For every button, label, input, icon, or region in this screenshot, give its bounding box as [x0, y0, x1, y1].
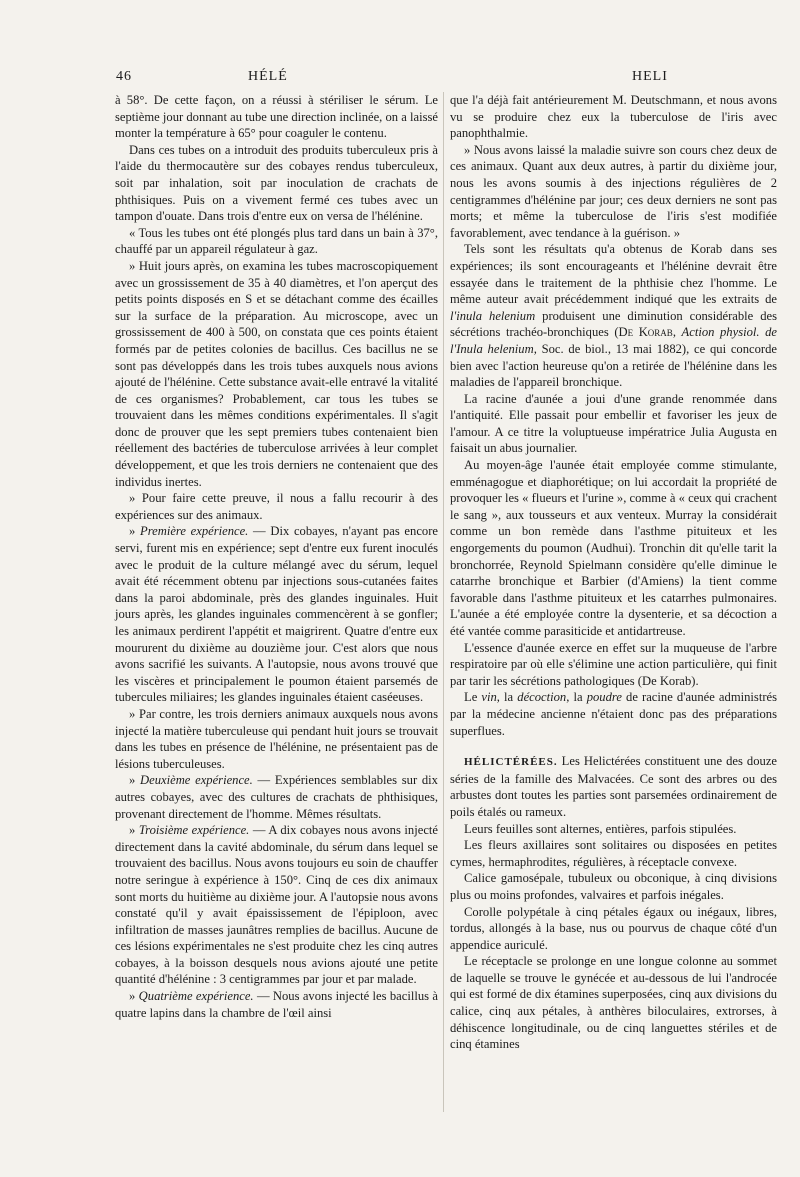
paragraph: » Deuxième expérience. — Expériences semblables sur dix autres cobayes, avec des cultures de crachats de phthisiques, provenant directement de l'homme. Mêmes résultats. — [115, 773, 438, 821]
paragraph: » Nous avons laissé la maladie suivre son cours chez deux de ces animaux. Quant aux deux autres, à partir du dixième jour, nous les avons soumis à des injections régulières de 2 centigrammes d'hélénine par jour; ces deux derniers ne sont pas morts; et même la tuberculose de l'iris s'est modifiée favorablement, avec tendance à la guérison. » — [450, 142, 777, 240]
paragraph: Le vin, la décoction, la poudre de racine d'aunée administrés par la médecine ancienne n'étaient donc pas des préparations superflues. — [450, 690, 777, 738]
paragraph: La racine d'aunée a joui d'une grande renommée dans l'antiquité. Elle passait pour embellir et favoriser les jeux de l'amour. A ce titre la voluptueuse impératrice Julia Augusta en faisait un abus journalier. — [450, 391, 777, 456]
paragraph: Leurs feuilles sont alternes, entières, parfois stipulées. — [464, 821, 737, 836]
paragraph: Tels sont les résultats qu'a obtenus de Korab dans ses expériences; ils sont encourageants et l'hélénine devrait être essayée dans le traitement de la phthisie chez l'homme. Le même auteur avait précédemment indiqué que les extraits de l'inula helenium produisent une diminution considérable des sécrétions trachéo-bronchiques (De Korab, Action physiol. de l'Inula helenium, Soc. de biol., 13 mai 1882), ce qui concorde bien avec l'action heureuse qu'on a retirée de l'hélénine dans les maladies de l'appareil bronchique. — [450, 242, 778, 390]
paragraph: » Par contre, les trois derniers animaux auxquels nous avons injecté la matière tuberculeuse qui pendant huit jours se trouvait dans les tubes en présence de l'hélénine, ne présentaient pas de lésions tuberculeuses. — [115, 706, 438, 771]
paragraph: Le réceptacle se prolonge en une longue colonne au sommet de laquelle se trouve le gynécée et au-dessous de lui l'androcée qui est formé de dix étamines superposées, cinq aux divisions du calice, cinq aux pétales, à anthères biloculaires, extrorses, à déhiscence longitudinale, ou de cinq languettes stériles et de cinq étamines — [450, 954, 777, 1052]
running-head — [0, 69, 800, 91]
paragraph: » Première expérience. — Dix cobayes, n'ayant pas encore servi, furent mis en expérience; sept d'entre eux furent inoculés avec le produit de la culture mélangé avec du sérum, lequel avait été récemment obtenu par injections sous-cutanées faites dans la paroi abdominale, près des glandes inguinales. Huit jours après, les glandes inguinales commencèrent à se gonfler; les animaux perdirent l'appétit et maigrirent. Quatre d'entre eux moururent du dixième au douzième jour. C'est alors que nous avons sacrifié les suivants. A l'autopsie, nous avons trouvé que les viscères et principalement le poumon étaient parsemés de tubercules miliaires; les glandes inguinales étaient caséeuses. — [115, 524, 438, 705]
experiment-heading: Première expérience. — [140, 524, 249, 539]
paragraph: que l'a déjà fait antérieurement M. Deutschmann, et nous avons vu se produire chez eux la tuberculose de l'iris avec panophthalmie. — [450, 93, 777, 141]
paragraph: » Quatrième expérience. — Nous avons injecté les bacillus à quatre lapins dans la chambre de l'œil ainsi — [115, 989, 438, 1020]
paragraph: Au moyen-âge l'aunée était employée comme stimulante, emménagogue et diaphorétique; on lui accordait la propriété de provoquer les « flueurs et l'urine », comme à « ceux qui crachent le sang », aux tousseurs et aux venteux. Murray la considérait comme un bon remède dans l'asthme pituiteux et les engorgements du poumon (Audhui). Tronchin dit qu'elle tarit la bronchorrée, Reynold Spielmann considère qu'elle diminue le catarrhe bronchique et Barbier (d'Amiens) la tient comme favorable dans l'asthme pituiteux et les catarrhes pulmonaires. L'aunée a été employée contre la dysenterie, et sa décoction a été vantée comme parasiticide et antidartreuse. — [450, 458, 777, 638]
experiment-heading: Troisième expérience. — [138, 823, 250, 838]
paragraph: « Tous les tubes ont été plongés plus tard dans un bain à 37°, chauffé par un appareil régulateur à gaz. — [115, 225, 438, 257]
paragraph: à 58°. De cette façon, on a réussi à stériliser le sérum. Le septième jour donnant au tube une direction inclinée, on a laissé monter la température à 65° pour coaguler le contenu. — [115, 93, 438, 141]
paragraph: Dans ces tubes on a introduit des produits tuberculeux pris à l'aide du thermocautère sur des cobayes rendus tuberculeux, soit par inhalation, soit par inoculation de crachats de phthisiques. Puis on a vivement fermé ces tubes avec un tampon d'ouate. Dans trois d'entre eux on versa de l'hélénine. — [115, 142, 438, 224]
citation-title: Action physiol. de l'Inula helenium, — [450, 325, 778, 356]
right-column — [450, 92, 777, 1053]
paragraph: » Pour faire cette preuve, il nous a fallu recourir à des expériences sur des animaux. — [115, 491, 438, 522]
entry-headword: HÉLICTÉRÉES. — [464, 756, 558, 769]
paragraph: » Huit jours après, on examina les tubes macroscopiquement avec un grossissement de 35 à 40 diamètres, et l'on aperçut des petits points disposés en S et se détachant comme des écailles sur la surface de la préparation. Au microscope, avec un grossissement de 400 à 500, on constata que ces points étaient formés par de petites colonies de bacillus. Ces bacillus ne se sont pas développés dans les trois tubes auxquels nous avions ajouté de l'hélénine. Cette substance avait-elle entravé la vitalité de ces organismes? Probablement, car tous les tubes se trouvaient dans les mêmes conditions expérimentales. Il s'agit donc de prouver que les sept premiers tubes contenaient bien réellement des bactéries de tuberculose arrivées à leur complet développement, et que les trois derniers ne contenaient que des individus inertes. — [115, 258, 438, 489]
left-column — [115, 92, 438, 1021]
dictionary-entry: HÉLICTÉRÉES. Les Helictérées constituent une des douze séries de la famille des Malvacées. Ce sont des arbres ou des arbustes dont toutes les parties sont parsemées ordinairement de poils étalés ou rameux. — [450, 754, 777, 819]
author-name: De Korab — [618, 325, 673, 340]
paragraph: Calice gamosépale, tubuleux ou obconique, à cinq divisions plus ou moins profondes, valvaires et parfois inégales. — [450, 871, 777, 902]
paragraph: Corolle polypétale à cinq pétales égaux ou inégaux, libres, tordus, allongés à la base, nus ou pourvus de chaque côté d'un appendice auriculé. — [450, 904, 777, 952]
experiment-heading: Quatrième expérience. — [138, 989, 254, 1004]
experiment-heading: Deuxième expérience. — [140, 773, 253, 788]
left-running-word: HÉLÉ — [248, 69, 288, 84]
page-number: 46 — [116, 69, 132, 84]
paragraph: Les fleurs axillaires sont solitaires ou disposées en petites cymes, hermaphrodites, régulières, à réceptacle convexe. — [450, 838, 777, 869]
column-divider — [443, 92, 444, 1112]
right-running-word: HELI — [632, 69, 668, 84]
paragraph: » Troisième expérience. — A dix cobayes nous avons injecté directement dans la cavité abdominale, du sérum dans lequel se trouvaient des bacillus. Nous avons toujours eu soin de chauffer notre seringue à expérience à 150°. Cinq de ces dix animaux sont morts du huitième au dixième jour. A l'autopsie nous avons constaté qu'il y avait épaississement de l'épiploon, avec infiltration de masses jaunâtres remplies de bacillus. Aucune de ces lésions expérimentales ne s'est produite chez les cinq autres cobayes, à la boisson desquels nous avions ajouté une petite quantité d'hélénine : 3 centigrammes par jour et par malade. — [115, 823, 438, 987]
paragraph: L'essence d'aunée exerce en effet sur la muqueuse de l'arbre respiratoire par où elle s'élimine une action particulière, qui finit par tarir les sécrétions pathologiques (De Korab). — [450, 640, 777, 688]
